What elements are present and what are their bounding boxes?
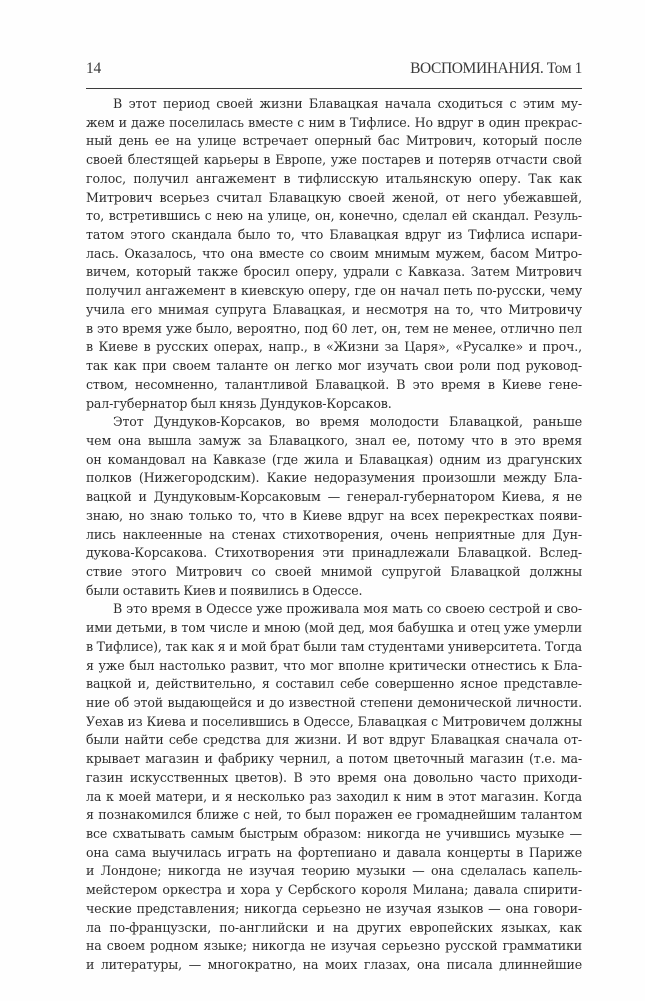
text-line: дукова-Корсакова. Стихотворения эти принадлежали Блавацкой. Вслед- — [86, 545, 582, 561]
text-line: ством, несомненно, талантливой Блавацкой. В это время в Киеве гене- — [86, 376, 582, 392]
book-page — [86, 60, 582, 975]
text-line: ими детьми, в том числе и мною (мой дед, моя бабушка и отец уже умерли — [86, 620, 582, 636]
text-line: были найти себе средства для жизни. И вот вдруг Блавацкая сначала от- — [86, 732, 582, 748]
text-line: ние об этой выдающейся и до известной степени демонической личности. — [86, 695, 582, 710]
page-number: 14 — [86, 60, 102, 77]
text-line: он командовал на Кавказе (где жила и Блавацкая) одним из драгунских — [86, 451, 582, 467]
text-line: газин искусственных цветов). В это время она довольно часто приходи- — [86, 769, 582, 785]
text-line: татом этого скандала было то, что Блавацкая вдруг из Тифлиса испари- — [86, 227, 582, 243]
text-line: ный день ее на улице встречает оперный бас Митрович, который после — [86, 133, 582, 149]
text-line: и литературы, — многократно, на моих глазах, она писала длиннейшие — [86, 957, 582, 973]
text-line: В это время в Одессе уже проживала моя мать со своею сестрой и сво- — [113, 601, 582, 617]
text-line: я познакомился ближе с ней, то был поражен ее громаднейшим талантом — [86, 807, 582, 823]
paragraph-2 — [86, 413, 582, 600]
body-text — [86, 95, 582, 975]
text-line: вацкой и Дундуковым-Корсаковым — генерал-губернатором Киева, я не — [86, 489, 582, 505]
paragraph-1 — [86, 95, 582, 413]
text-line: она сама выучилась играть на фортепиано и давала концерты в Париже — [86, 844, 582, 860]
text-line: знаю, но знаю только то, что в Киеве вдруг на всех перекрестках появи- — [86, 507, 582, 523]
text-line: я уже был настолько развит, что мог вполне критически отнестись к Бла- — [86, 657, 582, 673]
text-line: ческие представления; никогда серьезно не изучая языков — она говори- — [86, 900, 582, 916]
running-head — [86, 60, 582, 84]
text-line: ла по-французски, по-английски и на других европейских языках, как — [86, 919, 582, 935]
text-line: Митрович всерьез считал Блавацкую своей женой, от него убежавшей, — [86, 189, 582, 205]
text-line: рал-губернатор был князь Дундуков-Корсаков. — [86, 395, 392, 411]
text-line: голос, получил ангажемент в тифлисскую итальянскую оперу. Так как — [86, 170, 582, 186]
text-line: в это время уже было, вероятно, под 60 лет, он, тем не менее, отлично пел — [86, 320, 582, 336]
text-line: вичем, который также бросил оперу, удрали с Кавказа. Затем Митрович — [86, 264, 582, 280]
text-line: В этот период своей жизни Блавацкая начала сходиться с этим му- — [113, 96, 582, 111]
text-line: в Тифлисе), так как я и мой брат были там студентами университета. Тогда — [86, 638, 582, 654]
text-line: Этот Дундуков-Корсаков, во время молодости Блавацкой, раньше — [113, 414, 582, 430]
text-line: крывает магазин и фабрику чернил, а потом цветочный магазин (т.е. ма- — [86, 751, 582, 767]
text-line: на своем родном языке; никогда не изучая серьезно русской грамматики — [86, 938, 582, 954]
text-line: и Лондоне; никогда не изучая теорию музыки — она сделалась капель- — [86, 863, 582, 879]
text-line: лась. Оказалось, что она вместе со своим мнимым мужем, басом Митро- — [86, 245, 582, 261]
header-rule — [86, 88, 582, 89]
text-line: все схватывать самым быстрым образом: никогда не учившись музыке — — [86, 826, 582, 842]
text-line: были оставить Киев и появились в Одессе. — [86, 582, 363, 598]
text-line: то, встретившись с нею на улице, он, конечно, сделал ей скандал. Резуль- — [86, 208, 582, 224]
text-line: мейстером оркестра и хора у Сербского короля Милана; давала спирити- — [86, 882, 582, 898]
text-line: жем и даже поселилась вместе с ним в Тифлисе. Но вдруг в один прекрас- — [86, 114, 582, 130]
text-line: вацкой и, действительно, я составил себе совершенно ясное представле- — [86, 676, 582, 692]
running-title: ВОСПОМИНАНИЯ. Том 1 — [410, 60, 582, 77]
text-line: ствие этого Митрович со своей мнимой супругой Блавацкой должны — [86, 563, 582, 579]
text-line: учила его мнимая супруга Блавацкая, и несмотря на то, что Митровичу — [86, 301, 582, 317]
text-line: чем она вышла замуж за Блавацкого, знал ее, потому что в это время — [86, 432, 582, 448]
text-line: в Киеве в русских операх, напр., в «Жизни за Царя», «Русалке» и проч., — [86, 339, 582, 355]
text-line: ла к моей матери, и я несколько раз заходил к ним в этот магазин. Когда — [86, 788, 582, 804]
text-line: лись наклеенные на стенах стихотворения, очень неприятные для Дун- — [86, 526, 582, 542]
text-line: полков (Нижегородским). Какие недоразумения произошли между Бла- — [86, 470, 582, 486]
text-line: так как при своем таланте он легко мог изучать свои роли под руковод- — [86, 358, 582, 374]
text-line: получил ангажемент в киевскую оперу, где он начал петь по-русски, чему — [86, 283, 582, 299]
text-line: своей блестящей карьеры в Европе, уже постарев и потеряв отчасти свой — [86, 152, 582, 168]
paragraph-3 — [86, 600, 582, 974]
text-line: Уехав из Киева и поселившись в Одессе, Блавацкая с Митровичем должны — [86, 713, 582, 729]
